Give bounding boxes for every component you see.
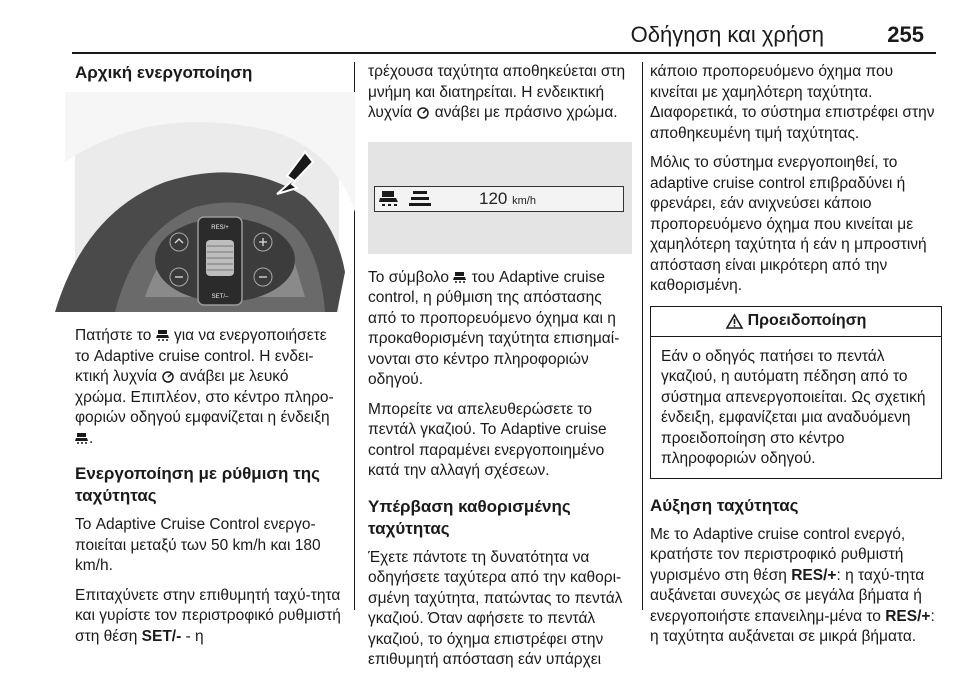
page-header [72, 22, 936, 56]
adaptive-cruise-icon [379, 189, 403, 209]
steering-wheel-photo [75, 102, 339, 312]
paragraph: Μόλις το σύστημα ενεργοποιηθεί, το adaptive cruise control επιβραδύνει ή φρενάρει, εάν ανιχνεύσει κάποιο προπορευόμενο όχημα που κινείται με χαμηλότερη ταχύτητα ή εάν η μπροστινή απόσταση είναι μικρότερη από την καθορισμένη. [650, 154, 927, 294]
set-label: SET/– [211, 294, 229, 300]
column-right [650, 62, 942, 657]
page-number: 255 [887, 22, 924, 47]
warning-header [651, 307, 941, 337]
section-heading: Αρχική ενεργοποίηση [75, 63, 253, 82]
cruise-indicator-icon [416, 106, 430, 119]
column-divider [642, 62, 643, 610]
distance-bars-icon [409, 190, 431, 208]
section-heading: Αύξηση ταχύτητας [650, 495, 799, 515]
adaptive-cruise-icon [156, 329, 170, 342]
warning-box [650, 306, 942, 479]
header-rule [72, 52, 936, 54]
paragraph: κάποιο προπορευόμενο όχημα που κινείται με χαμηλότερη ταχύτητα. Διαφορετικά, το σύστημα επιστρέφει στην αποθηκευμένη τιμή ταχύτητας. [650, 63, 935, 142]
paragraph: Μπορείτε να απελευθερώσετε το πεντάλ γκαζιού. Το Adaptive cruise control παραμένει ενεργοποιημένο κατά την αλλαγή σχέσεων. [368, 400, 607, 479]
warning-title: Προειδοποίηση [747, 311, 867, 329]
res-label: RES/+ [211, 225, 229, 231]
steering-wheel-illustration [75, 102, 339, 312]
paragraph: Επιταχύνετε στην επιθυμητή ταχύ-τητα και γυρίστε τον περιστροφικό ρυθμιστή στη θέση SET/- - η [75, 586, 341, 645]
driver-info-display [368, 142, 632, 254]
cruise-indicator-icon [161, 370, 175, 383]
section-heading: Υπέρβαση καθορισμένης ταχύτητας [368, 496, 571, 538]
warning-body: Εάν ο οδηγός πατήσει το πεντάλ γκαζιού, η αυτόματη πέδηση από το σύστημα απενεργοποιείται. Ως σχετική ένδειξη, εμφανίζεται μια αναδυόμενη προειδοποίηση στο κέντρο πληροφοριών οδηγού. [661, 347, 926, 467]
display-bar [374, 186, 624, 212]
adaptive-cruise-icon [75, 432, 89, 445]
paragraph: Το Adaptive Cruise Control ενεργο-ποιείται μεταξύ των 50 km/h και 180 km/h. [75, 516, 321, 574]
paragraph: τρέχουσα ταχύτητα αποθηκεύεται στη μνήμη και διατηρείται. Η ενδεικτική λυχνία ανάβει με πράσινο χρώμα. [368, 63, 626, 121]
paragraph: Το σύμβολο του Adaptive cruise control, η ρύθμιση της απόστασης από το προπορευόμενο όχημα και η προκαθορισμένη ταχύτητα επισημαί-νονται στο κέντρο πληροφοριών οδηγού. [368, 268, 620, 388]
paragraph: Έχετε πάντοτε τη δυνατότητα να οδηγήσετε ταχύτερα από την καθορι-σμένη ταχύτητα, πατώντας το πεντάλ γκαζιού. Όταν αφήσετε το πεντάλ γκαζιού, το όχημα επιστρέφει στην επιθυμητή απόσταση εάν υπάρχει [368, 548, 623, 668]
chapter-title: Οδήγηση και χρήση [630, 22, 824, 47]
paragraph: Πατήστε το για να ενεργοποιήσετε το Adaptive cruise control. Η ενδει-κτική λυχνία ανάβει με λευκό χρώμα. Επιπλέον, στο κέντρο πληρο-φοριών οδηγού εμφανίζεται η ένδειξη . [75, 327, 334, 447]
adaptive-cruise-icon [453, 271, 467, 284]
paragraph: Με το Adaptive cruise control ενεργό, κρατήστε τον περιστροφικό ρυθμιστή γυρισμένο στη θέση RES/+: η ταχύ-τητα αυξάνεται συνεχώς σε μεγάλα βήματα ή ενεργοποιήστε επανειλημ-μένα το RES/+: η ταχύτητα αυξάνεται σε μικρά βήματα. [650, 525, 935, 645]
column-left [75, 62, 343, 656]
column-middle [368, 62, 634, 680]
display-speed: 120 km/h [479, 188, 536, 208]
warning-triangle-icon [726, 314, 743, 329]
section-heading: Ενεργοποίηση με ρύθμιση της ταχύτητας [75, 464, 320, 505]
